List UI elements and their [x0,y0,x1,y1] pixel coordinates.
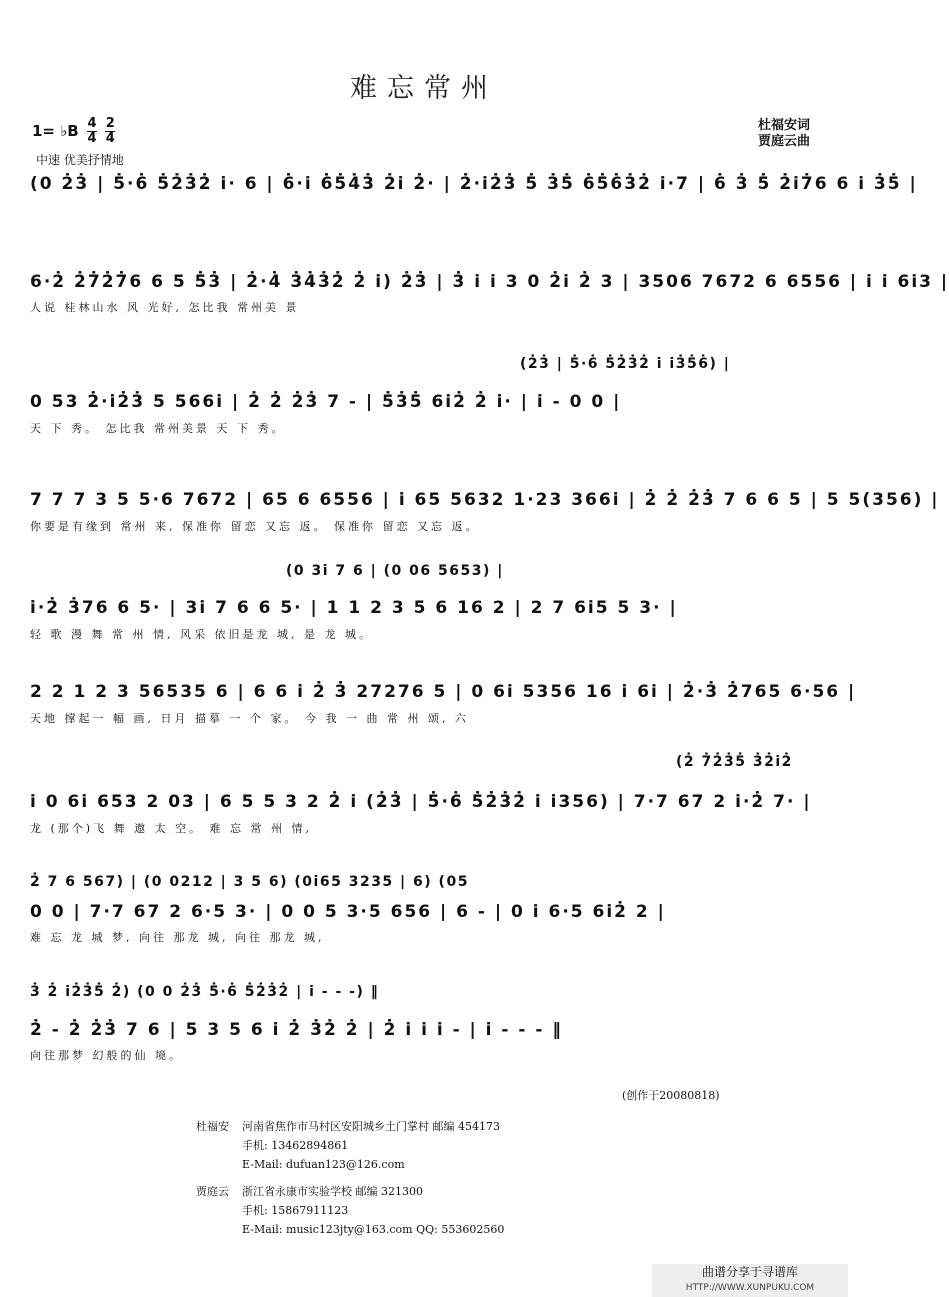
meter-2-top: 2 [105,116,115,131]
intro-line-7: (2̇ 7̇2̇3̇5̇ 3̇2̇i̇2̇ [676,754,793,770]
tempo-marking: 中速 优美抒情地 [36,153,124,167]
notation-line-3: 0 53 2̇·i̇2̇3̇ 5 566i̇ | 2̇ 2̇ 2̇3̇ 7 - | 5̇3̇5̇ 6i̇2̇ 2̇ i̇· | i̇ - 0 0 | [30,392,622,412]
key-signature [32,118,115,145]
composer-phone: 手机: 15867911123 [242,1204,349,1217]
lyric-line-4: 你要是有缘到 常州 来, 保准你 留恋 又忘 返。 保准你 留恋 又忘 返。 [30,520,480,533]
lyricist-phone: 手机: 13462894861 [242,1139,349,1152]
site-watermark [652,1264,848,1297]
composer-address-row [196,1182,504,1201]
lyricist-address: 河南省焦作市马村区安阳城乡土门掌村 邮编 454173 [242,1120,500,1133]
notation-line-7: i̇ 0 6i̇ 653 2 03 | 6 5 5 3 2 2̇ i̇ (2̇3̇ | 5̇·6̇ 5̇2̇3̇2̇ i̇ i̇356) | 7·7 67 2 i̇·2̇ 7· | [30,792,812,812]
lyricist-credit: 杜福安词 [757,118,810,133]
lyricist-address-row [196,1117,504,1136]
lyric-line-8: 难 忘 龙 城 梦, 向往 那龙 城, 向往 那龙 城, [30,931,325,944]
composer-credit: 贾庭云曲 [757,134,810,149]
lyric-line-2: 人说 桂林山水 风 光好, 怎比我 常州美 景 [30,301,300,314]
intro-line-9: 3̇ 2̇ i̇2̇3̇5̇ 2̇) (0 0 2̇3̇ 5̇·6̇ 5̇2̇3̇2̇ | i̇ - - -) ‖ [30,984,380,1000]
composition-date: (创作于20080818) [622,1089,720,1102]
contact-footer [196,1117,504,1239]
lyricist-name: 杜福安 [196,1120,229,1133]
site-url: HTTP://WWW.XUNPUKU.COM [685,1283,815,1293]
intro-line-8: 2̇ 7 6 567) | (0 0212 | 3 5 6) (0i̇65 3235 | 6) (05 [30,874,469,890]
meter-2-bottom: 4 [105,131,115,146]
composer-address: 浙江省永康市实验学校 邮编 321300 [242,1185,423,1198]
notation-line-6: 2 2 1 2 3 56535 6 | 6 6 i̇ 2̇ 3̇ 27276 5 | 0 6i̇ 5356 16 i̇ 6i̇ | 2̇·3̇ 2̇765 6·56 | [30,682,857,702]
notation-line-4: 7 7 7 3 5 5·6 7672 | 65 6 6556 | i̇ 65 5632 1·23 366i̇ | 2̇ 2̇ 2̇3̇ 7 6 6 5 | 5 5(356) | [30,490,940,510]
notation-line-9: 2̇ - 2̇ 2̇3̇ 7 6 | 5 3 5 6 i̇ 2̇ 3̇2̇ 2̇ | 2̇ i̇ i̇ i̇ - | i̇ - - - ‖ [30,1020,563,1040]
song-title: 难忘常州 [350,73,498,104]
notation-line-8: 0 0 | 7·7 67 2 6·5 3· | 0 0 5 3·5 656 | 6 - | 0 i̇ 6·5 6i̇2̇ 2 | [30,902,666,922]
credits [758,118,810,150]
site-name: 曲谱分享于寻谱库 [701,1265,798,1279]
notation-line-1: (0 2̇3̇ | 5̇·6̇ 5̇2̇3̇2̇ i̇· 6 | 6̇·i̇ 6̇5̇4̇3̇ 2̇i̇ 2̇· | 2̇·i̇2̇3̇ 5̇ 3̇5̇ 6̇5̇6̇3̇2̇ i̇·7 | 6̇ 3̇ 5̇ 2̇i̇7̇6 6 i̇ 3̇5̇ | [30,174,918,194]
lyric-line-7: 龙 (那个)飞 舞 遨 太 空。 难 忘 常 州 情, [30,822,313,835]
lyric-line-3: 天 下 秀。 怎比我 常州美景 天 下 秀。 [30,422,286,435]
meter-1-top: 4 [87,116,97,131]
composer-email: E-Mail: music123jty@163.com QQ: 553602560 [242,1223,505,1236]
intro-line-3: (2̇3̇ | 5̇·6̇ 5̇2̇3̇2̇ i̇ i̇3̇5̇6̇) | [520,356,731,372]
lyric-line-9: 向往那梦 幻般的仙 境。 [30,1049,183,1062]
intro-line-5: (0 3i̇ 7 6 | (0 06 5653) | [286,563,504,579]
lyricist-email: E-Mail: dufuan123@126.com [242,1158,405,1171]
lyric-line-6: 天地 撑起一 幅 画, 日月 描摹 一 个 家。 今 我 一 曲 常 州 颂, 六 [30,712,469,725]
meter-2 [105,118,115,145]
meter-1-bottom: 4 [87,131,97,146]
meter-1 [87,118,97,145]
notation-line-2: 6·2̇ 2̇7̇2̇7̇6 6 5 5̇3̇ | 2̇·4̇ 3̇4̇3̇2̇ 2̇ i̇) 2̇3̇ | 3̇ i̇ i̇ 3 0 2̇i̇ 2̇ 3 | 3506 7672 6 6556 | i̇ i̇ 6i̇3 | [30,272,949,292]
key-prefix: 1= ♭B [32,122,79,140]
lyric-line-5: 轻 歌 漫 舞 常 州 情, 风采 依旧是龙 城, 是 龙 城。 [30,628,373,641]
notation-line-5: i̇·2̇ 3̇76 6 5· | 3i̇ 7 6 6 5· | 1 1 2 3 5 6 16 2 | 2 7 6i̇5 5 3· | [30,598,678,618]
composer-name: 贾庭云 [196,1185,229,1198]
